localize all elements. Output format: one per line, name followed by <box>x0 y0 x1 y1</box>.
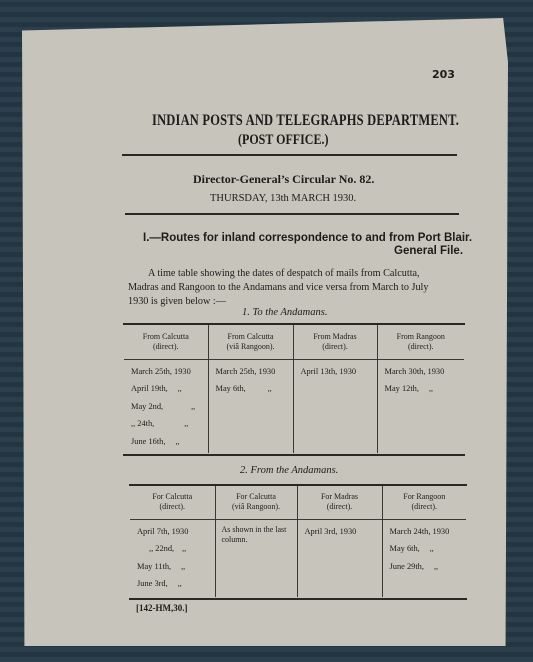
table-cell: April 13th, 1930 <box>300 366 357 376</box>
table2-header: For Rangoon (direct). <box>382 486 466 519</box>
intro-line: A time table showing the dates of despatch of mails from Calcutta, <box>148 268 420 279</box>
table-cell: ,, 22nd, ,, <box>149 544 187 553</box>
table1-header: From Madras (direct). <box>293 325 377 359</box>
table-cell: ,, 24th, ,, <box>131 419 189 428</box>
table-cell: May 11th, ,, <box>137 561 186 571</box>
table2-column-calcutta-direct <box>130 519 215 597</box>
table1-bottom-rule <box>123 454 465 456</box>
table1-column-calcutta-via-rangoon <box>208 359 293 453</box>
table2-column-rangoon-direct <box>382 519 466 597</box>
page-number: 203 <box>432 68 455 81</box>
table2-title: 2. From the Andamans. <box>240 465 339 476</box>
table-cell: May 2nd, ,, <box>131 401 196 411</box>
circular-date: THURSDAY, 13th MARCH 1930. <box>210 193 357 204</box>
table-cell: As shown in the last column. <box>221 524 287 544</box>
table1-header: From Calcutta (direct). <box>124 325 208 359</box>
footer-code: [142-HM,30.] <box>136 603 188 613</box>
circular-title: Director-General’s Circular No. 82. <box>193 172 375 186</box>
table1-title: 1. To the Andamans. <box>242 307 328 318</box>
table2-header: For Madras (direct). <box>297 486 382 519</box>
table-to-andamans <box>124 325 464 453</box>
table-cell: March 25th, 1930 <box>215 366 276 376</box>
table1-header: From Rangoon (direct). <box>377 325 464 359</box>
rule-middle <box>125 213 459 215</box>
table1-header: From Calcutta (viâ Rangoon). <box>208 325 293 359</box>
table-cell: May 6th, ,, <box>389 544 434 553</box>
table-cell: May 6th, ,, <box>215 384 272 393</box>
table-cell: June 29th, ,, <box>389 561 438 571</box>
section-heading: I.—Routes for inland correspondence to and from Port Blair. <box>143 232 473 244</box>
table-cell: March 25th, 1930 <box>131 366 191 376</box>
table2-header: For Calcutta (viâ Rangoon). <box>215 486 297 519</box>
table-cell: March 30th, 1930 <box>384 366 445 376</box>
table-cell: May 12th, ,, <box>384 384 433 393</box>
office-subheading: (POST OFFICE.) <box>238 131 329 148</box>
table2-header: For Calcutta (direct). <box>130 486 215 519</box>
table-cell: April 7th, 1930 <box>137 526 189 536</box>
table2-column-calcutta-via-rangoon <box>215 519 297 597</box>
table-cell: June 16th, ,, <box>131 436 180 446</box>
table-from-andamans <box>130 486 466 597</box>
table-cell: March 24th, 1930 <box>389 526 450 536</box>
table2-bottom-rule <box>129 598 467 600</box>
table1-column-madras-direct <box>293 359 377 453</box>
intro-line: 1930 is given below :— <box>128 296 226 307</box>
table1-column-calcutta-direct <box>124 359 208 453</box>
department-heading: INDIAN POSTS AND TELEGRAPHS DEPARTMENT. <box>152 111 460 129</box>
file-label: General File. <box>394 245 464 257</box>
rule-top <box>122 154 457 156</box>
intro-line: Madras and Rangoon to the Andamans and vice versa from March to July <box>128 282 429 293</box>
table2-column-madras-direct <box>297 519 382 597</box>
table1-column-rangoon-direct <box>377 359 464 453</box>
table-cell: April 3rd, 1930 <box>304 526 357 536</box>
table-cell: April 19th, ,, <box>131 384 182 393</box>
table-cell: June 3rd, ,, <box>137 579 182 588</box>
